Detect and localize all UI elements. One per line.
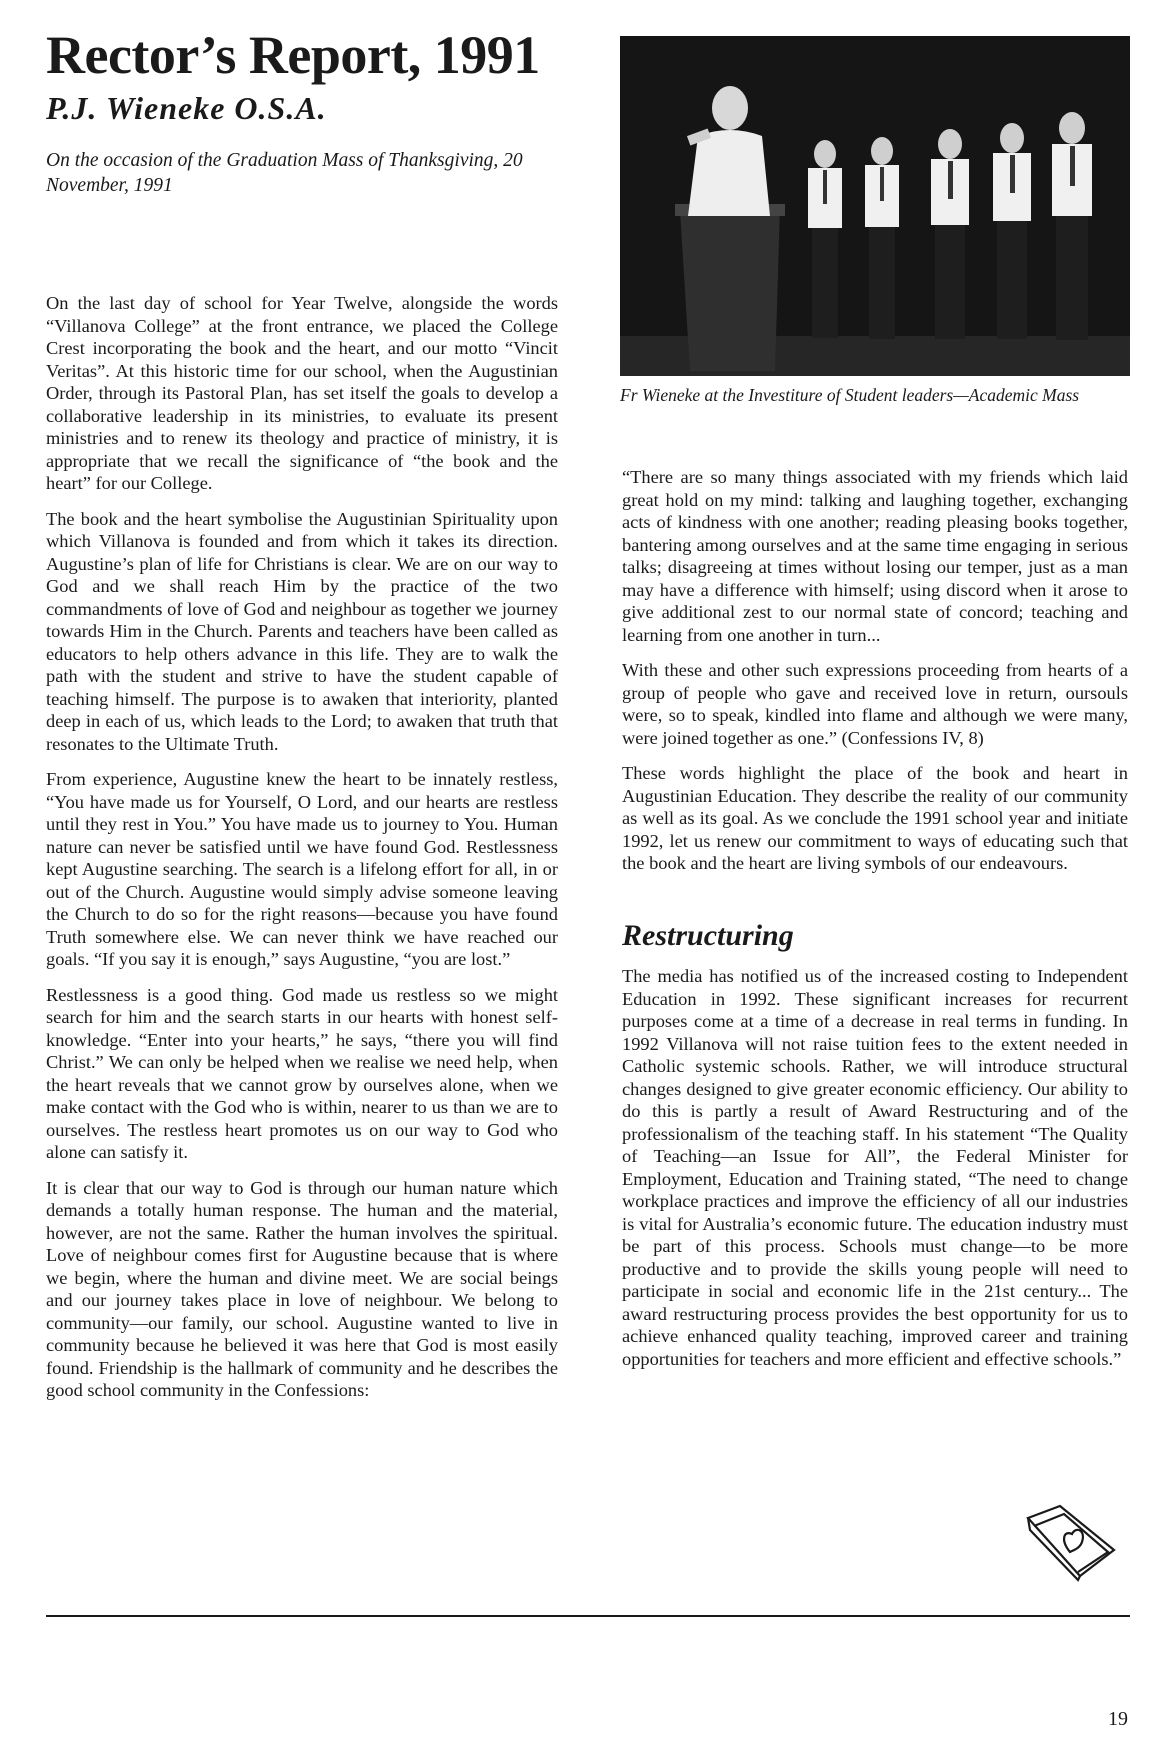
page-number: 19 (1108, 1708, 1128, 1730)
book-and-heart-icon (1020, 1500, 1120, 1584)
footer-rule (46, 1615, 1130, 1617)
investiture-photo (620, 36, 1130, 376)
body-paragraph: The media has notified us of the increased costing to Independent Education in 1992. These significant increases for recurrent purposes come at a time of a decrease in real terms in funding. In 1992 Villanova will not raise tuition fees to the extent needed in Catholic systemic schools. Rather, we will introduce structural changes designed to give greater economic efficiency. Our ability to do this is partly a result of Award Restructuring and of the professionalism of the teaching staff. In his statement “The Quality of Teaching—an Issue for All”, the Federal Minister for Employment, Education and Training stated, “The need to change workplace practices and improve the efficiency of all our industries is vital for Australia’s economic future. The education industry must be part of this process. Schools must change—to be more productive and to provide the skills young people will need to participate in social and economic life in the 21st century... The award restructuring process provides the best opportunity for us to achieve enhanced quality teaching, improved career and training opportunities for teachers and more efficient and effective schools.” (622, 966, 1128, 1369)
investiture-photo-illustration (620, 36, 1130, 376)
body-paragraph: These words highlight the place of the book and heart in Augustinian Education. They describe the reality of our community as well as its goal. As we conclude the 1991 school year and initiate 1992, let us renew our commitment to ways of educating such that the book and the heart are living symbols of our endeavours. (622, 763, 1128, 873)
body-paragraph: “There are so many things associated with my friends which laid great hold on my mind: talking and laughing together, exchanging acts of kindness with one another; reading pleasing books together, bantering among ourselves and at the same time engaging in serious talks; disagreeing at times without losing our temper, just as a man may have a difference with himself; using discord when it arose to give additional zest to our normal state of concord; teaching and learning from one another in turn... (622, 467, 1128, 645)
left-column (46, 292, 558, 1415)
body-paragraph: With these and other such expressions proceeding from hearts of a group of people who gave and received love in return, oursouls were, so to speak, kindled into flame and although we were many, were joined together as one.” (Confessions IV, 8) (622, 660, 1128, 748)
body-paragraph: Restlessness is a good thing. God made us restless so we might search for him and the search starts in our hearts with honest self-knowledge. “Enter into your hearts,” he says, “there you will find Christ.” We can only be helped when we realise we need help, when the heart reveals that we cannot grow by ourselves alone, when we make contact with the God who is within, nearer to us than we are to ourselves. The restless heart promotes us on our way to God who alone can satisfy it. (46, 984, 558, 1162)
article-author: P.J. Wieneke O.S.A. (46, 90, 327, 126)
right-column (622, 466, 1128, 1383)
body-paragraph: From experience, Augustine knew the heart to be innately restless, “You have made us for Yourself, O Lord, and our hearts are restless until they rest in You.” You have made us to journey to You. Human nature can never be satisfied until we have found God. Restlessness kept Augustine searching. The search is a lifelong effort for all, in or out of the Church. Augustine would simply advise someone leaving the Church to do so for the right reasons—because you have found Truth somewhere else. We can never think we have reached our goals. “If you say it is enough,” says Augustine, “you are lost.” (46, 769, 558, 969)
body-paragraph: It is clear that our way to God is through our human nature which demands a totally human response. The human and the material, however, are not the same. Rather the human involves the spiritual. Love of neighbour comes first for Augustine because that is where we begin, where the human and divine meet. We are social beings and our journey takes place in love of neighbour. We belong to community—our family, our school. Augustine wanted to live in community because he believed it was here that God is most easily found. Friendship is the hallmark of community and he describes the good school community in the Confessions: (46, 1177, 558, 1400)
body-paragraph: On the last day of school for Year Twelve, alongside the words “Villanova College” at the front entrance, we placed the College Crest incorporating the book and the heart, and our motto “Vincit Veritas”. At this historic time for our school, when the Augustinian Order, through its Pastoral Plan, has set itself the goals to develop a collaborative leadership in its ministries, to evaluate its present ministries and to renew its theology and practice of ministry, it is appropriate that we recall the significance of “the book and the heart” for our College. (46, 293, 558, 493)
article-occasion: On the occasion of the Graduation Mass of Thanksgiving, 20 November, 1991 (46, 150, 523, 196)
photo-caption: Fr Wieneke at the Investiture of Student leaders—Academic Mass (620, 385, 1080, 405)
article-title: Rector’s Report, 1991 (46, 25, 540, 85)
body-paragraph: The book and the heart symbolise the Augustinian Spirituality upon which Villanova is founded and from which it takes its direction. Augustine’s plan of life for Christians is clear. We are on our way to God and we shall reach Him by the practice of the two commandments of love of God and neighbour as together we journey towards Him in the Church. Parents and teachers have been called as educators to help others advance in this life. They are to walk the path with the student and strive to have the student capable of teaching himself. The purpose is to awaken that interiority, planted deep in each of us, which leads to the Lord; to awaken that truth that resonates to the Ultimate Truth. (46, 508, 558, 754)
section-heading-restructuring: Restructuring (622, 918, 794, 952)
